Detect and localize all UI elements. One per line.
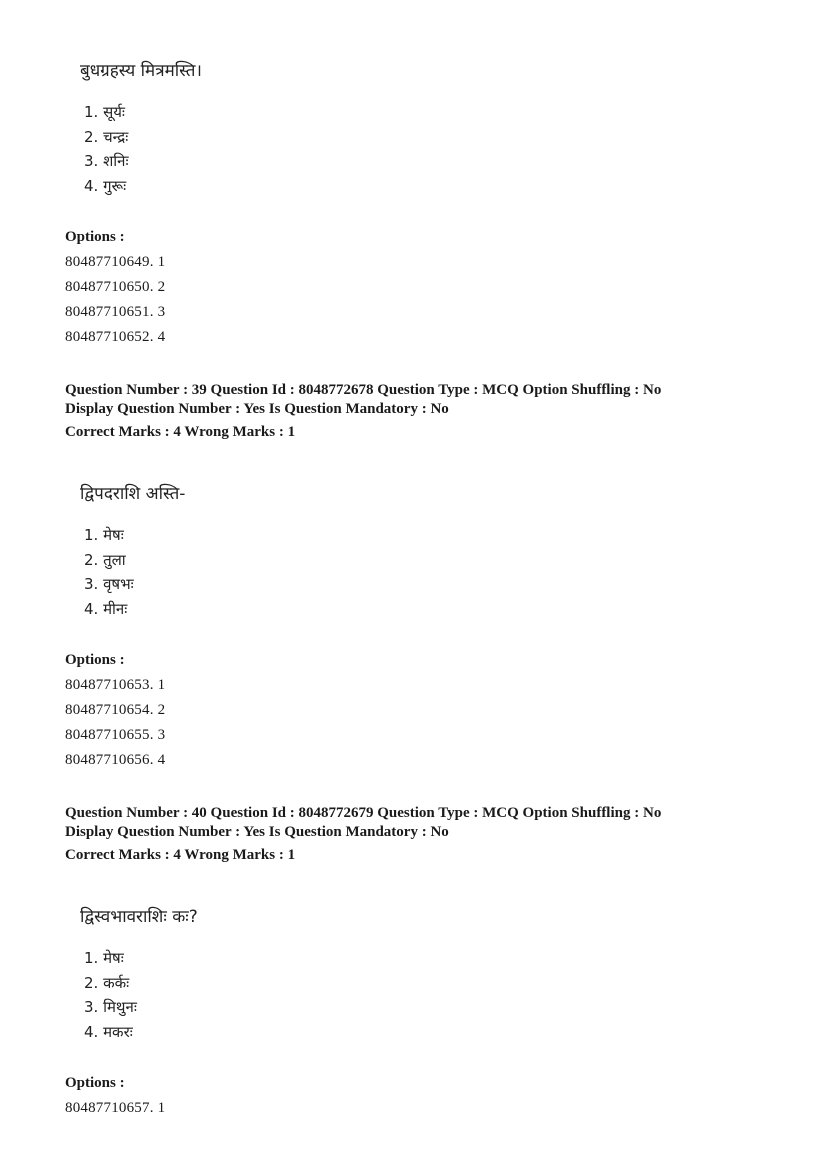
options-label: Options :	[65, 652, 125, 668]
question-header-line1: Question Number : 39 Question Id : 8048772678 Question Type : MCQ Option Shuffling : No	[65, 382, 662, 398]
choice-3: 3. शनिः	[84, 152, 129, 170]
question-header-line2: Display Question Number : Yes Is Question Mandatory : No	[65, 824, 449, 840]
choice-4: 4. मीनः	[84, 600, 128, 618]
question-header-line3: Correct Marks : 4 Wrong Marks : 1	[65, 424, 296, 440]
choice-1: 1. मेषः	[84, 526, 124, 544]
question-header-line1: Question Number : 40 Question Id : 8048772679 Question Type : MCQ Option Shuffling : No	[65, 805, 662, 821]
option-row: 80487710650. 2	[65, 279, 166, 295]
question-text: द्विपदराशि अस्ति-	[80, 484, 186, 504]
option-row: 80487710653. 1	[65, 677, 166, 693]
option-row: 80487710656. 4	[65, 752, 166, 768]
choice-2: 2. कर्कः	[84, 974, 130, 992]
option-row: 80487710655. 3	[65, 727, 166, 743]
options-label: Options :	[65, 1075, 125, 1091]
choice-1: 1. मेषः	[84, 949, 124, 967]
choice-2: 2. चन्द्रः	[84, 128, 129, 146]
option-row: 80487710657. 1	[65, 1100, 166, 1116]
option-row: 80487710654. 2	[65, 702, 166, 718]
choice-2: 2. तुला	[84, 551, 126, 569]
choice-1: 1. सूर्यः	[84, 103, 125, 121]
option-row: 80487710652. 4	[65, 329, 166, 345]
option-row: 80487710651. 3	[65, 304, 166, 320]
choice-4: 4. मकरः	[84, 1023, 133, 1041]
question-header-line2: Display Question Number : Yes Is Question Mandatory : No	[65, 401, 449, 417]
choice-3: 3. मिथुनः	[84, 998, 137, 1016]
options-label: Options :	[65, 229, 125, 245]
choice-4: 4. गुरूः	[84, 177, 127, 195]
question-text: द्विस्वभावराशिः कः?	[80, 907, 198, 927]
question-text: बुधग्रहस्य मित्रमस्ति।	[80, 61, 202, 81]
question-header-line3: Correct Marks : 4 Wrong Marks : 1	[65, 847, 296, 863]
option-row: 80487710649. 1	[65, 254, 166, 270]
choice-3: 3. वृषभः	[84, 575, 134, 593]
